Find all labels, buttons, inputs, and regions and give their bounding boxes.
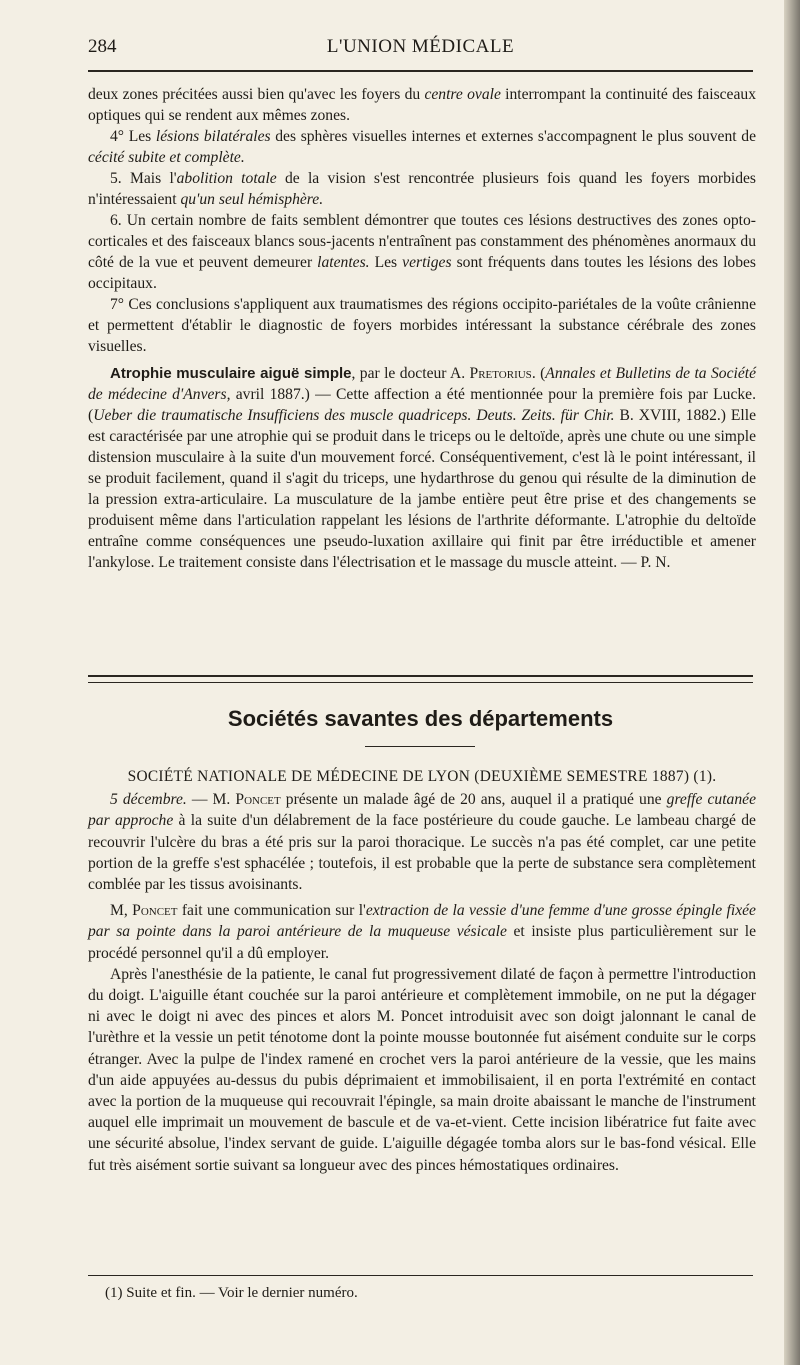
section-heading: Sociétés savantes des départements	[227, 706, 614, 731]
footnote-rule	[88, 1275, 753, 1276]
paragraph: 5 décembre. — M. Poncet présente un malade âgé de 20 ans, auquel il a pratiqué une greffe cutanée par approche à la suite d'un délabrement de la face postérieure du coude gauche. Le lambeau chargé de recouvrir l'ulcère du bras a été pris sur la paroi thoracique. Le succès n'a pas été complet, car une petite portion de la greffe s'est sphacélée ; toutefois, il est probable que la perte de substance sera complètement comblée par les tissus avoisinants.	[88, 791, 756, 894]
paragraph: 6. Un certain nombre de faits semblent démontrer que toutes ces lésions destructives des zones opto-corticales et des faisceaux blancs sous-jacents n'entraînent pas constamment des phénomènes anormaux du côté de la vue et peuvent demeurer latentes. Les vertiges sont fréquents dans toutes les lésions des lobes occipitaux.	[88, 212, 756, 292]
header-rule	[88, 70, 753, 72]
paragraph: M, Poncet fait une communication sur l'extraction de la vessie d'une femme d'une grosse épingle fixée par sa pointe dans la paroi antérieure de la muqueuse vésicale et insiste plus particulièrement sur le procédé personnel qu'il a dû employer.	[88, 902, 756, 962]
page-header	[88, 30, 753, 64]
paragraph: deux zones précitées aussi bien qu'avec les foyers du centre ovale interrompant la continuité des faisceaux optiques qui se rendent aux mêmes zones.	[88, 86, 756, 124]
footnote: (1) Suite et fin. — Voir le dernier numéro.	[105, 1285, 358, 1301]
atrophie-paragraph: Atrophie musculaire aiguë simple, par le docteur A. Pretorius. (Annales et Bulletins de ta Société de médecine d'Anvers, avril 1887.) — Cette affection a été mentionnée pour la première fois par Lucke. (Ueber die traumatische Insufficiens des muscle quadriceps. Deuts. Zeits. für Chir. B. XVIII, 1882.) Elle est caractérisée par une atrophie qui se produit dans le triceps ou le deltoïde, après une chute ou une simple distension musculaire à la suite d'un mouvement forcé. Conséquentivement, c'est là le point intéressant, il se produit facilement, quand il s'agit du triceps, une hydarthrose du genou qui résulte de la diminution de la pression extra-articulaire. La musculature de la jambe entière peut être prise et des changements se produisent même dans l'articulation rappelant les lésions de l'arthrite déformante. L'atrophie du deltoïde entraîne comme conséquences une pseudo-luxation axillaire qui finit par être irréductible et amener l'ankylose. Le traitement consiste dans l'électrisation et le massage du muscle atteint. — P. N.	[88, 365, 756, 571]
atrophie-title: Atrophie musculaire aiguë simple	[110, 365, 352, 382]
author-name: Pretorius	[469, 365, 532, 382]
paragraph: 7° Ces conclusions s'appliquent aux traumatismes des régions occipito-pariétales de la voûte crânienne et permettent d'établir le diagnostic de foyers morbides intéressant la substance cérébrale des zones visuelles.	[88, 296, 756, 355]
heading-underline	[365, 746, 475, 747]
page-edge-shadow	[784, 0, 800, 1365]
journal-title: L'UNION MÉDICALE	[326, 36, 515, 57]
article-body-2	[88, 766, 756, 1176]
article-body-1	[88, 84, 756, 573]
section-divider	[88, 675, 753, 683]
paragraph: 5. Mais l'abolition totale de la vision s'est rencontrée plusieurs fois quand les foyers morbides n'intéressaient qu'un seul hémisphère.	[88, 170, 756, 208]
society-title: SOCIÉTÉ NATIONALE DE MÉDECINE DE LYON (DEUXIÈME SEMESTRE 1887) (1).	[127, 768, 717, 785]
page-number: 284	[88, 36, 117, 57]
paragraph: Après l'anesthésie de la patiente, le canal fut progressivement dilaté de façon à permettre l'introduction du doigt. L'aiguille étant couchée sur la paroi antérieure et complètement immobile, on ne put la dégager ni avec le doigt ni avec des pinces et alors M. Poncet introduisit avec son doigt jalonnant le canal de l'urèthre et la vessie un petit ténotome dont la pointe mousse boutonnée fut aisément conduite sur le corps étranger. Avec la pulpe de l'index ramené en crochet vers la paroi antérieure de la vessie, que les mains d'un aide appuyées au-dessus du pubis déprimaient et immobilisaient, il en porta l'extrémité en contact avec la portion de la muqueuse qui recouvrait l'épingle, sa main droite abaissant le manche de l'instrument auquel elle imprimait un mouvement de bascule et de va-et-vient. Cette incision libératrice fut faite avec une sécurité absolue, l'index servant de guide. L'aiguille dégagée tomba alors sur le bas-fond vésical. Elle fut très aisément sortie suivant sa longueur avec des pinces hémostatiques ordinaires.	[88, 965, 756, 1174]
paragraph: 4° Les lésions bilatérales des sphères visuelles internes et externes s'accompagnent le plus souvent de cécité subite et complète.	[88, 128, 756, 166]
